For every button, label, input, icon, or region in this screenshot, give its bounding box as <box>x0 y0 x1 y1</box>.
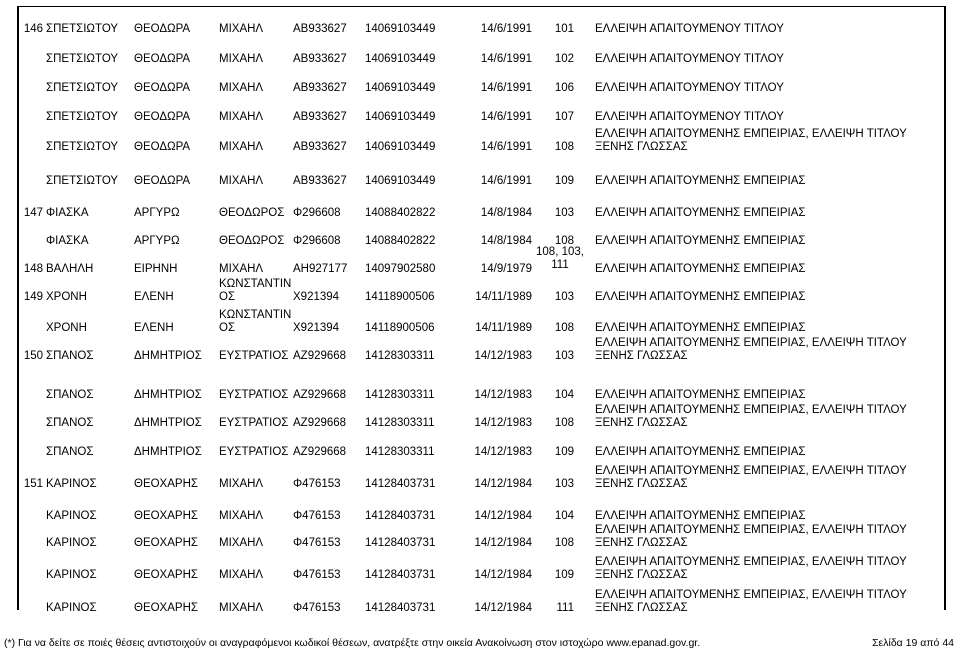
first-name-cell: ΘΕΟΧΑΡΗΣ <box>134 478 198 490</box>
father-name-cell: ΜΙΧΑΗΛ <box>219 175 264 187</box>
position-code-cell: 102 <box>554 53 574 65</box>
surname-cell: ΚΑΡΙΝΟΣ <box>46 537 97 549</box>
birth-date-cell: 14/12/1983 <box>474 446 532 458</box>
amka-cell: 14118900506 <box>365 291 435 303</box>
father-name-cell: ΘΕΟΔΩΡΟΣ <box>219 235 285 247</box>
first-name-cell: ΘΕΟΔΩΡΑ <box>134 53 191 65</box>
id-number-cell: Χ921394 <box>293 291 340 303</box>
amka-cell: 14069103449 <box>365 111 436 123</box>
amka-cell: 14097902580 <box>365 263 436 275</box>
rejection-reason-cell: ΕΛΛΕΙΨΗ ΑΠΑΙΤΟΥΜΕΝΟΥ ΤΙΤΛΟΥ <box>595 82 784 94</box>
table-row <box>0 10 960 40</box>
father-name-cell: ΘΕΟΔΩΡΟΣ <box>219 207 285 219</box>
first-name-cell: ΕΙΡΗΝΗ <box>134 263 178 275</box>
amka-cell: 14069103449 <box>365 175 436 187</box>
amka-cell: 14128403731 <box>365 602 436 614</box>
surname-cell: ΣΠΑΝΟΣ <box>46 446 94 458</box>
birth-date-cell: 14/8/1984 <box>480 207 532 219</box>
page-number: Σελίδα 19 από 44 <box>872 637 954 649</box>
table-row <box>0 309 960 339</box>
table-row <box>0 589 960 619</box>
surname-cell: ΚΑΡΙΝΟΣ <box>46 569 97 581</box>
first-name-cell: ΘΕΟΔΩΡΑ <box>134 111 191 123</box>
father-name-cell: ΕΥΣΤΡΑΤΙΟΣ <box>219 350 289 362</box>
rejection-reason-cell: ΕΛΛΕΙΨΗ ΑΠΑΙΤΟΥΜΕΝΗΣ ΕΜΠΕΙΡΙΑΣ <box>595 322 806 334</box>
rejection-reason-cell: ΕΛΛΕΙΨΗ ΑΠΑΙΤΟΥΜΕΝΗΣ ΕΜΠΕΙΡΙΑΣ, ΕΛΛΕΙΨΗ ΤΙΤΛΟΥ ΞΕΝΗΣ ΓΛΩΣΣΑΣ <box>595 524 907 549</box>
birth-date-cell: 14/12/1983 <box>474 417 532 429</box>
row-number: 147 <box>23 207 43 219</box>
amka-cell: 14069103449 <box>365 141 436 153</box>
position-code-cell: 108 <box>554 141 574 153</box>
first-name-cell: ΘΕΟΔΩΡΑ <box>134 82 191 94</box>
father-name-cell: ΜΙΧΑΗΛ <box>219 537 264 549</box>
table-row <box>0 404 960 434</box>
rejection-reason-cell: ΕΛΛΕΙΨΗ ΑΠΑΙΤΟΥΜΕΝΗΣ ΕΜΠΕΙΡΙΑΣ <box>595 235 806 247</box>
position-code-cell: 109 <box>554 569 574 581</box>
id-number-cell: Χ921394 <box>293 322 340 334</box>
father-name-cell: ΜΙΧΑΗΛ <box>219 141 264 153</box>
father-name-cell: ΜΙΧΑΗΛ <box>219 111 264 123</box>
surname-cell: ΣΠΕΤΣΙΩΤΟΥ <box>46 23 119 35</box>
rejection-reason-cell: ΕΛΛΕΙΨΗ ΑΠΑΙΤΟΥΜΕΝΟΥ ΤΙΤΛΟΥ <box>595 53 784 65</box>
amka-cell: 14128403731 <box>365 478 436 490</box>
surname-cell: ΣΠΑΝΟΣ <box>46 417 94 429</box>
id-number-cell: Φ476153 <box>293 510 341 522</box>
father-name-cell: ΜΙΧΑΗΛ <box>219 53 264 65</box>
surname-cell: ΣΠΕΤΣΙΩΤΟΥ <box>46 53 119 65</box>
father-name-cell: ΜΙΧΑΗΛ <box>219 82 264 94</box>
amka-cell: 14128403731 <box>365 569 436 581</box>
first-name-cell: ΘΕΟΧΑΡΗΣ <box>134 602 198 614</box>
table-row <box>0 465 960 495</box>
position-code-cell: 107 <box>554 111 574 123</box>
rejection-reason-cell: ΕΛΛΕΙΨΗ ΑΠΑΙΤΟΥΜΕΝΗΣ ΕΜΠΕΙΡΙΑΣ, ΕΛΛΕΙΨΗ ΤΙΤΛΟΥ ΞΕΝΗΣ ΓΛΩΣΣΑΣ <box>595 337 907 362</box>
table-row <box>0 222 960 252</box>
surname-cell: ΣΠΕΤΣΙΩΤΟΥ <box>46 111 119 123</box>
surname-cell: ΚΑΡΙΝΟΣ <box>46 510 97 522</box>
rejection-reason-cell: ΕΛΛΕΙΨΗ ΑΠΑΙΤΟΥΜΕΝΟΥ ΤΙΤΛΟΥ <box>595 111 784 123</box>
table-row <box>0 556 960 586</box>
table-row <box>0 433 960 463</box>
position-code-cell: 108, 103, 111 <box>536 246 584 271</box>
birth-date-cell: 14/6/1991 <box>480 175 532 187</box>
rejection-reason-cell: ΕΛΛΕΙΨΗ ΑΠΑΙΤΟΥΜΕΝΗΣ ΕΜΠΕΙΡΙΑΣ <box>595 207 806 219</box>
surname-cell: ΚΑΡΙΝΟΣ <box>46 478 97 490</box>
amka-cell: 14069103449 <box>365 53 436 65</box>
id-number-cell: ΑΖ929668 <box>293 417 347 429</box>
rejection-reason-cell: ΕΛΛΕΙΨΗ ΑΠΑΙΤΟΥΜΕΝΗΣ ΕΜΠΕΙΡΙΑΣ <box>595 175 806 187</box>
id-number-cell: ΑΒ933627 <box>293 82 347 94</box>
rejection-reason-cell: ΕΛΛΕΙΨΗ ΑΠΑΙΤΟΥΜΕΝΟΥ ΤΙΤΛΟΥ <box>595 23 784 35</box>
position-code-cell: 103 <box>554 478 574 490</box>
rejection-reason-cell: ΕΛΛΕΙΨΗ ΑΠΑΙΤΟΥΜΕΝΗΣ ΕΜΠΕΙΡΙΑΣ <box>595 389 806 401</box>
first-name-cell: ΘΕΟΔΩΡΑ <box>134 23 191 35</box>
id-number-cell: Φ476153 <box>293 537 341 549</box>
table-row <box>0 376 960 406</box>
row-number: 151 <box>23 478 43 490</box>
first-name-cell: ΑΡΓΥΡΩ <box>134 235 180 247</box>
id-number-cell: ΑΗ927177 <box>293 263 348 275</box>
position-code-cell: 103 <box>554 350 574 362</box>
father-name-cell: ΚΩΝΣΤΑΝΤΙΝ ΟΣ <box>219 309 292 334</box>
rejection-reason-cell: ΕΛΛΕΙΨΗ ΑΠΑΙΤΟΥΜΕΝΗΣ ΕΜΠΕΙΡΙΑΣ <box>595 291 806 303</box>
amka-cell: 14128403731 <box>365 537 436 549</box>
id-number-cell: ΑΒ933627 <box>293 23 347 35</box>
table-row <box>0 246 960 280</box>
birth-date-cell: 14/6/1991 <box>480 111 532 123</box>
position-code-cell: 108 <box>554 235 574 247</box>
table-row <box>0 194 960 224</box>
birth-date-cell: 14/6/1991 <box>480 141 532 153</box>
table-top-border <box>17 6 946 7</box>
surname-cell: ΧΡΟΝΗ <box>46 322 87 334</box>
position-code-cell: 109 <box>554 446 574 458</box>
first-name-cell: ΑΡΓΥΡΩ <box>134 207 180 219</box>
first-name-cell: ΘΕΟΔΩΡΑ <box>134 175 191 187</box>
id-number-cell: ΑΖ929668 <box>293 350 347 362</box>
first-name-cell: ΕΛΕΝΗ <box>134 322 174 334</box>
footer-note: (*) Για να δείτε σε ποιές θέσεις αντιστοιχούν οι αναγραφόμενοι κωδικοί θέσεων, ανατρέξτε στην οικεία Ανακοίνωση στον ιστοχώρο www.epanad.gov.gr. <box>4 637 701 649</box>
position-code-cell: 104 <box>554 389 574 401</box>
birth-date-cell: 14/12/1984 <box>474 602 532 614</box>
first-name-cell: ΔΗΜΗΤΡΙΟΣ <box>134 350 202 362</box>
amka-cell: 14128303311 <box>365 350 435 362</box>
birth-date-cell: 14/8/1984 <box>480 235 532 247</box>
father-name-cell: ΜΙΧΑΗΛ <box>219 569 264 581</box>
id-number-cell: Φ476153 <box>293 478 341 490</box>
position-code-cell: 101 <box>554 23 574 35</box>
rejection-reason-cell: ΕΛΛΕΙΨΗ ΑΠΑΙΤΟΥΜΕΝΗΣ ΕΜΠΕΙΡΙΑΣ <box>595 263 806 275</box>
position-code-cell: 103 <box>554 291 574 303</box>
surname-cell: ΣΠΕΤΣΙΩΤΟΥ <box>46 141 119 153</box>
surname-cell: ΣΠΕΤΣΙΩΤΟΥ <box>46 175 119 187</box>
id-number-cell: ΑΒ933627 <box>293 53 347 65</box>
position-code-cell: 106 <box>554 82 574 94</box>
first-name-cell: ΘΕΟΧΑΡΗΣ <box>134 537 198 549</box>
table-row <box>0 278 960 308</box>
first-name-cell: ΕΛΕΝΗ <box>134 291 174 303</box>
amka-cell: 14088402822 <box>365 207 436 219</box>
birth-date-cell: 14/11/1989 <box>475 291 532 303</box>
id-number-cell: Φ296608 <box>293 207 341 219</box>
first-name-cell: ΘΕΟΧΑΡΗΣ <box>134 510 198 522</box>
birth-date-cell: 14/12/1983 <box>474 350 532 362</box>
rejection-reason-cell: ΕΛΛΕΙΨΗ ΑΠΑΙΤΟΥΜΕΝΗΣ ΕΜΠΕΙΡΙΑΣ, ΕΛΛΕΙΨΗ ΤΙΤΛΟΥ ΞΕΝΗΣ ΓΛΩΣΣΑΣ <box>595 128 907 153</box>
father-name-cell: ΕΥΣΤΡΑΤΙΟΣ <box>219 446 289 458</box>
position-code-cell: 109 <box>554 175 574 187</box>
father-name-cell: ΜΙΧΑΗΛ <box>219 510 264 522</box>
surname-cell: ΧΡΟΝΗ <box>46 291 87 303</box>
birth-date-cell: 14/11/1989 <box>475 322 532 334</box>
amka-cell: 14128303311 <box>365 417 435 429</box>
birth-date-cell: 14/6/1991 <box>480 82 532 94</box>
first-name-cell: ΔΗΜΗΤΡΙΟΣ <box>134 446 202 458</box>
table-row <box>0 524 960 554</box>
table-row <box>0 128 960 158</box>
amka-cell: 14088402822 <box>365 235 436 247</box>
row-number: 146 <box>23 23 43 35</box>
surname-cell: ΚΑΡΙΝΟΣ <box>46 602 97 614</box>
amka-cell: 14128403731 <box>365 510 436 522</box>
rejection-reason-cell: ΕΛΛΕΙΨΗ ΑΠΑΙΤΟΥΜΕΝΗΣ ΕΜΠΕΙΡΙΑΣ <box>595 446 806 458</box>
birth-date-cell: 14/12/1984 <box>474 537 532 549</box>
id-number-cell: ΑΒ933627 <box>293 141 347 153</box>
first-name-cell: ΘΕΟΔΩΡΑ <box>134 141 191 153</box>
first-name-cell: ΘΕΟΧΑΡΗΣ <box>134 569 198 581</box>
table-row <box>0 98 960 128</box>
birth-date-cell: 14/6/1991 <box>480 53 532 65</box>
amka-cell: 14128303311 <box>365 446 435 458</box>
surname-cell: ΦΙΑΣΚΑ <box>46 235 89 247</box>
birth-date-cell: 14/9/1979 <box>480 263 532 275</box>
birth-date-cell: 14/12/1984 <box>474 478 532 490</box>
amka-cell: 14069103449 <box>365 82 436 94</box>
row-number: 148 <box>23 263 43 275</box>
birth-date-cell: 14/12/1984 <box>474 510 532 522</box>
position-code-cell: 103 <box>554 207 574 219</box>
rejection-reason-cell: ΕΛΛΕΙΨΗ ΑΠΑΙΤΟΥΜΕΝΗΣ ΕΜΠΕΙΡΙΑΣ, ΕΛΛΕΙΨΗ ΤΙΤΛΟΥ ΞΕΝΗΣ ΓΛΩΣΣΑΣ <box>595 465 907 490</box>
rejection-reason-cell: ΕΛΛΕΙΨΗ ΑΠΑΙΤΟΥΜΕΝΗΣ ΕΜΠΕΙΡΙΑΣ, ΕΛΛΕΙΨΗ ΤΙΤΛΟΥ ΞΕΝΗΣ ΓΛΩΣΣΑΣ <box>595 404 907 429</box>
id-number-cell: ΑΖ929668 <box>293 446 347 458</box>
position-code-cell: 104 <box>554 510 574 522</box>
father-name-cell: ΕΥΣΤΡΑΤΙΟΣ <box>219 389 289 401</box>
first-name-cell: ΔΗΜΗΤΡΙΟΣ <box>134 389 202 401</box>
position-code-cell: 108 <box>554 417 574 429</box>
birth-date-cell: 14/6/1991 <box>480 23 532 35</box>
table-row <box>0 69 960 99</box>
father-name-cell: ΜΙΧΑΗΛ <box>219 478 264 490</box>
birth-date-cell: 14/12/1983 <box>474 389 532 401</box>
rejection-reason-cell: ΕΛΛΕΙΨΗ ΑΠΑΙΤΟΥΜΕΝΗΣ ΕΜΠΕΙΡΙΑΣ, ΕΛΛΕΙΨΗ ΤΙΤΛΟΥ ΞΕΝΗΣ ΓΛΩΣΣΑΣ <box>595 556 907 581</box>
father-name-cell: ΜΙΧΑΗΛ <box>219 602 264 614</box>
father-name-cell: ΕΥΣΤΡΑΤΙΟΣ <box>219 417 289 429</box>
father-name-cell: ΚΩΝΣΤΑΝΤΙΝ ΟΣ <box>219 278 292 303</box>
amka-cell: 14128303311 <box>365 389 435 401</box>
rejection-reason-cell: ΕΛΛΕΙΨΗ ΑΠΑΙΤΟΥΜΕΝΗΣ ΕΜΠΕΙΡΙΑΣ, ΕΛΛΕΙΨΗ ΤΙΤΛΟΥ ΞΕΝΗΣ ΓΛΩΣΣΑΣ <box>595 589 907 614</box>
id-number-cell: ΑΖ929668 <box>293 389 347 401</box>
id-number-cell: Φ476153 <box>293 569 341 581</box>
position-code-cell: 108 <box>554 537 574 549</box>
row-number: 150 <box>23 350 43 362</box>
father-name-cell: ΜΙΧΑΗΛ <box>219 263 264 275</box>
table-row <box>0 337 960 367</box>
id-number-cell: Φ296608 <box>293 235 341 247</box>
table-row <box>0 40 960 70</box>
table-row <box>0 162 960 192</box>
surname-cell: ΦΙΑΣΚΑ <box>46 207 89 219</box>
id-number-cell: ΑΒ933627 <box>293 175 347 187</box>
table-row <box>0 497 960 527</box>
surname-cell: ΒΑΛΗΛΗ <box>46 263 94 275</box>
amka-cell: 14118900506 <box>365 322 435 334</box>
row-number: 149 <box>23 291 43 303</box>
rejection-reason-cell: ΕΛΛΕΙΨΗ ΑΠΑΙΤΟΥΜΕΝΗΣ ΕΜΠΕΙΡΙΑΣ <box>595 510 806 522</box>
surname-cell: ΣΠΑΝΟΣ <box>46 389 94 401</box>
position-code-cell: 108 <box>554 322 574 334</box>
first-name-cell: ΔΗΜΗΤΡΙΟΣ <box>134 417 202 429</box>
father-name-cell: ΜΙΧΑΗΛ <box>219 23 264 35</box>
surname-cell: ΣΠΑΝΟΣ <box>46 350 94 362</box>
amka-cell: 14069103449 <box>365 23 436 35</box>
position-code-cell: 111 <box>556 602 574 614</box>
surname-cell: ΣΠΕΤΣΙΩΤΟΥ <box>46 82 119 94</box>
id-number-cell: Φ476153 <box>293 602 341 614</box>
id-number-cell: ΑΒ933627 <box>293 111 347 123</box>
birth-date-cell: 14/12/1984 <box>474 569 532 581</box>
